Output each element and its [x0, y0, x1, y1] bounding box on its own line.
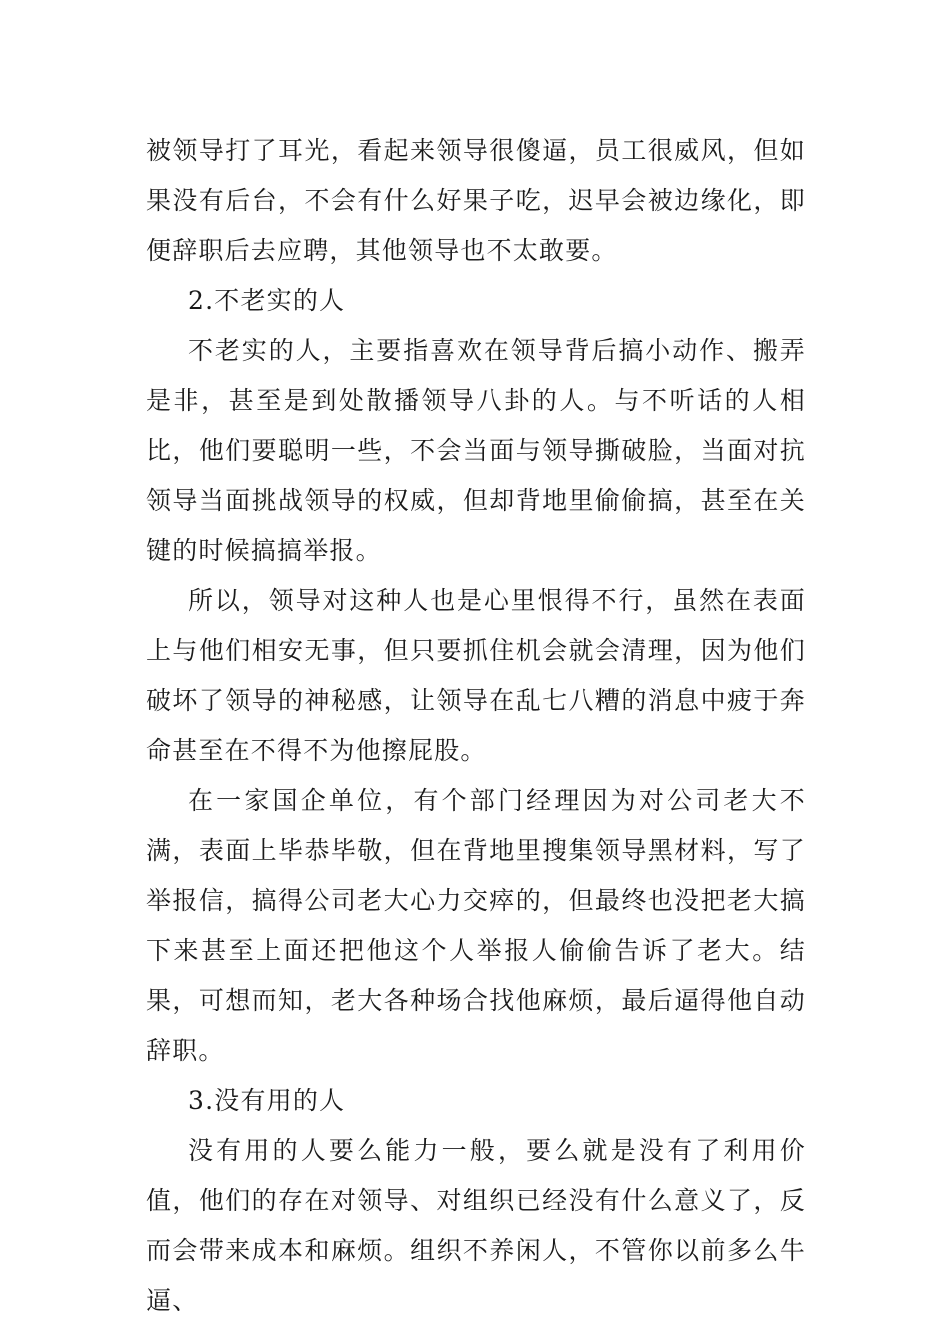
paragraph: 在一家国企单位，有个部门经理因为对公司老大不满，表面上毕恭毕敬，但在背地里搜集领导黑材料，写了举报信，搞得公司老大心力交瘁的，但最终也没把老大搞下来甚至上面还把他这个人举报人偷偷告诉了老大。结果，可想而知，老大各种场合找他麻烦，最后逼得他自动辞职。	[146, 786, 806, 1065]
paragraph: 没有用的人要么能力一般，要么就是没有了利用价值，他们的存在对领导、对组织已经没有什么意义了，反而会带来成本和麻烦。组织不养闲人，不管你以前多么牛逼、	[146, 1136, 806, 1315]
section-heading-3: 3.没有用的人	[188, 1086, 346, 1115]
paragraph: 不老实的人，主要指喜欢在领导背后搞小动作、搬弄是非，甚至是到处散播领导八卦的人。与不听话的人相比，他们要聪明一些，不会当面与领导撕破脸，当面对抗领导当面挑战领导的权威，但却背地里偷偷搞，甚至在关键的时候搞搞举报。	[146, 336, 806, 565]
paragraph: 所以，领导对这种人也是心里恨得不行，虽然在表面上与他们相安无事，但只要抓住机会就会清理，因为他们破坏了领导的神秘感，让领导在乱七八糟的消息中疲于奔命甚至在不得不为他擦屁股。	[146, 586, 806, 765]
paragraph-continuation: 被领导打了耳光，看起来领导很傻逼，员工很威风，但如果没有后台，不会有什么好果子吃，迟早会被边缘化，即便辞职后去应聘，其他领导也不太敢要。	[146, 136, 806, 265]
document-body	[146, 126, 806, 1326]
section-heading-2: 2.不老实的人	[188, 286, 346, 315]
